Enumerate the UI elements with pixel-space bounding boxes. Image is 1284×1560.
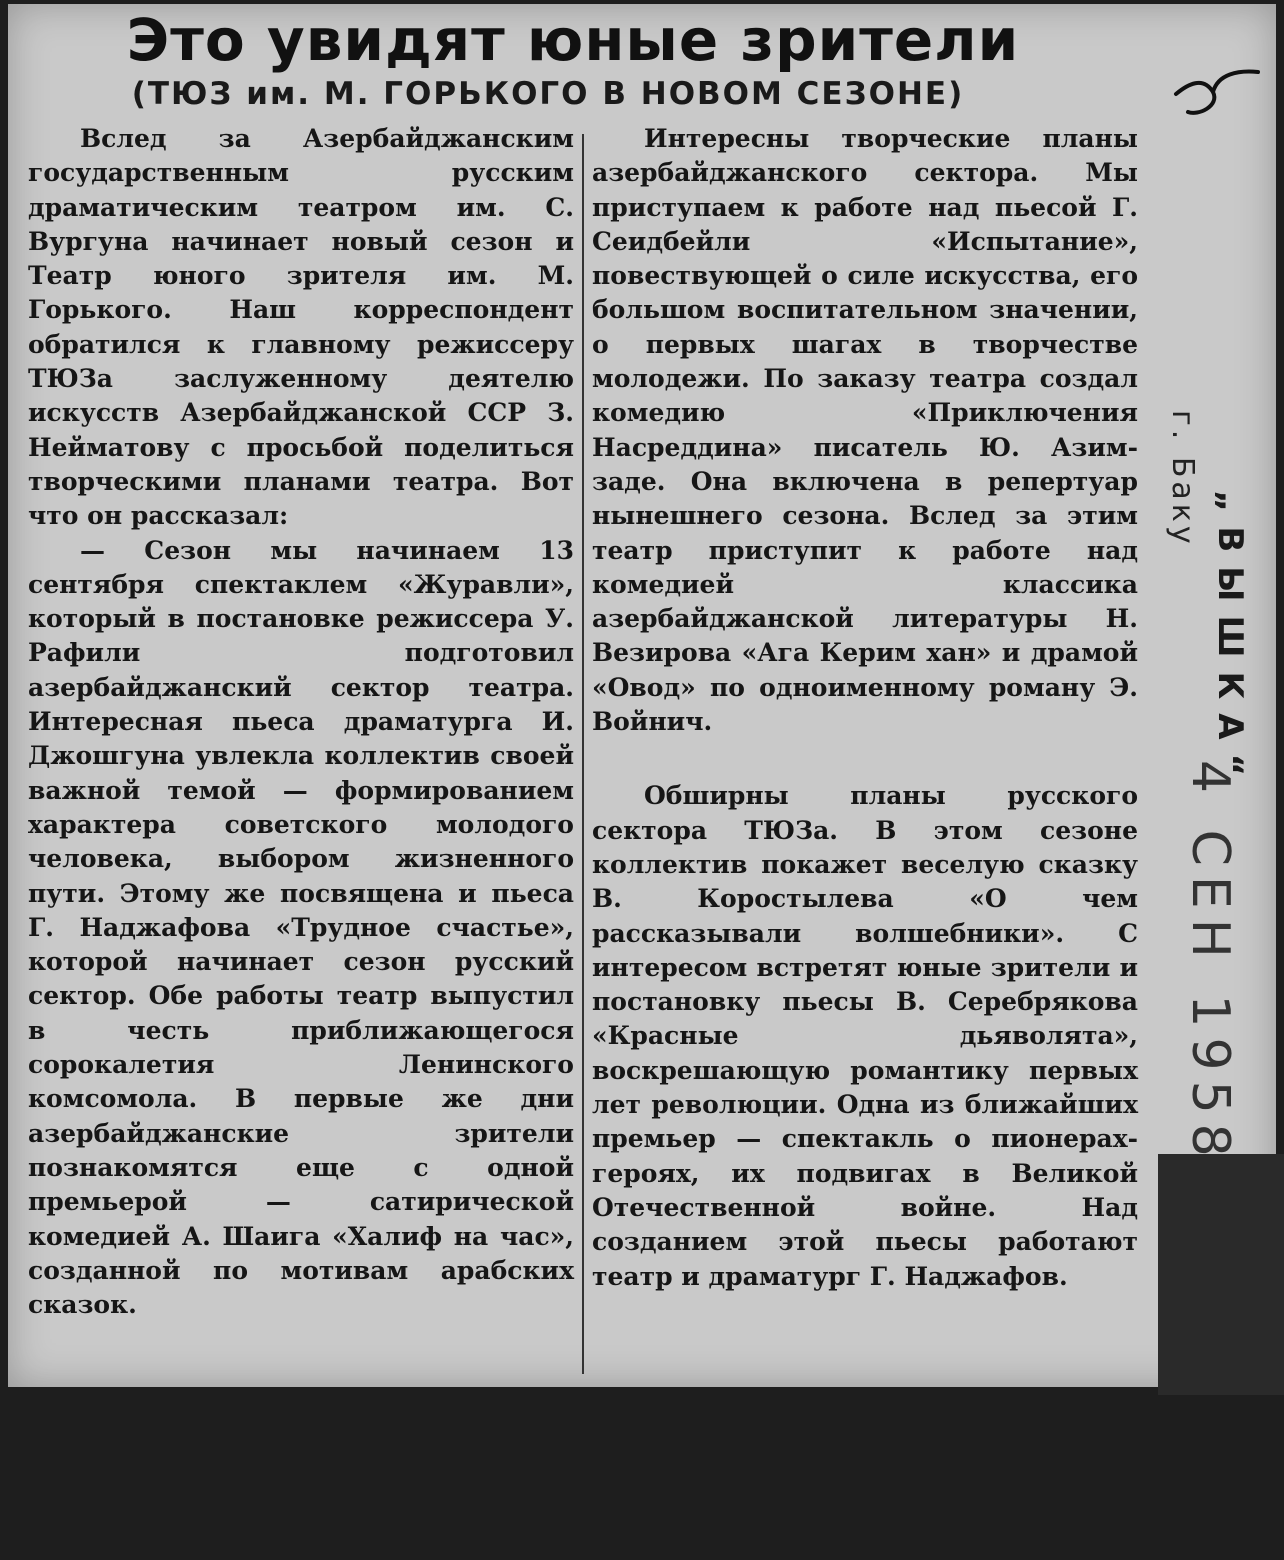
stamp-newspaper-name: „ВЫШКА“ <box>1210 490 1250 790</box>
stamp-date: 4 СЕН 1958 <box>1180 760 1240 1167</box>
paragraph: — Сезон мы начинаем 13 сентября спектаклем «Журавли», который в постановке режиссера У. Рафили подготовил азербайджанский сектор театра. Интересная пьеса драматурга И. Джошгуна увлекла коллектив своей важной темой — формированием характера советского молодого человека, выбором жизненного пути. Этому же посвящена и пьеса Г. Наджафова «Трудное счастье», которой начинает сезон русский сектор. Обе работы театр выпустил в честь приближающегося сорокалетия Ленинского комсомола. В первые же дни азербайджанские зрители познакомятся еще с одной премьерой — сатирической комедией А. Шаига «Халиф на час», созданной по мотивам арабских сказок. <box>28 535 574 1320</box>
newspaper-clipping <box>8 4 1276 1387</box>
stamp-city: г. Баку <box>1165 410 1200 548</box>
column-divider <box>582 134 584 1374</box>
paragraph: Обширны планы русского сектора ТЮЗа. В этом сезоне коллектив покажет веселую сказку В. Коростылева «О чем рассказывали волшебники». С интересом встретят юные зрители и постановку пьесы В. Серебрякова «Красные дьяволята», воскрешающую романтику первых лет революции. Одна из ближайших премьер — спектакль о пионерах-героях, их подвигах в Великой Отечественной войне. Над созданием этой пьесы работают театр и драматург Г. Наджафов. <box>592 781 1138 1291</box>
clipping-stamp <box>1165 340 1280 1167</box>
article-column-left <box>28 122 574 1322</box>
article-subtitle: (ТЮЗ им. М. ГОРЬКОГО В НОВОМ СЕЗОНЕ) <box>131 76 965 112</box>
paragraph: Вслед за Азербайджанским государственным русским драматическим театром им. С. Вургуна начинает новый сезон и Театр юного зрителя им. М. Горького. Наш корреспондент обратился к главному режиссеру ТЮЗа заслуженному деятелю искусств Азербайджанской ССР З. Нейматову с просьбой поделиться творческими планами театра. Вот что он рассказал: <box>28 124 574 531</box>
paragraph: Интересны творческие планы азербайджанского сектора. Мы приступаем к работе над пьесой Г. Сеидбейли «Испытание», повествующей о силе искусства, его большом воспитательном значении, о первых шагах в творчестве молодежи. По заказу театра создал комедию «Приключения Насреддина» писатель Ю. Азим-заде. Она включена в репертуар нынешнего сезона. Вслед за этим театр приступит к работе над комедией классика азербайджанской литературы Н. Везирова «Ага Керим хан» и драмой «Овод» по одноименному роману Э. Войнич. <box>592 124 1138 737</box>
article-title: Это увидят юные зрители <box>126 6 1020 74</box>
article-column-right <box>592 122 1138 1294</box>
handwritten-number-mark <box>1158 64 1268 154</box>
